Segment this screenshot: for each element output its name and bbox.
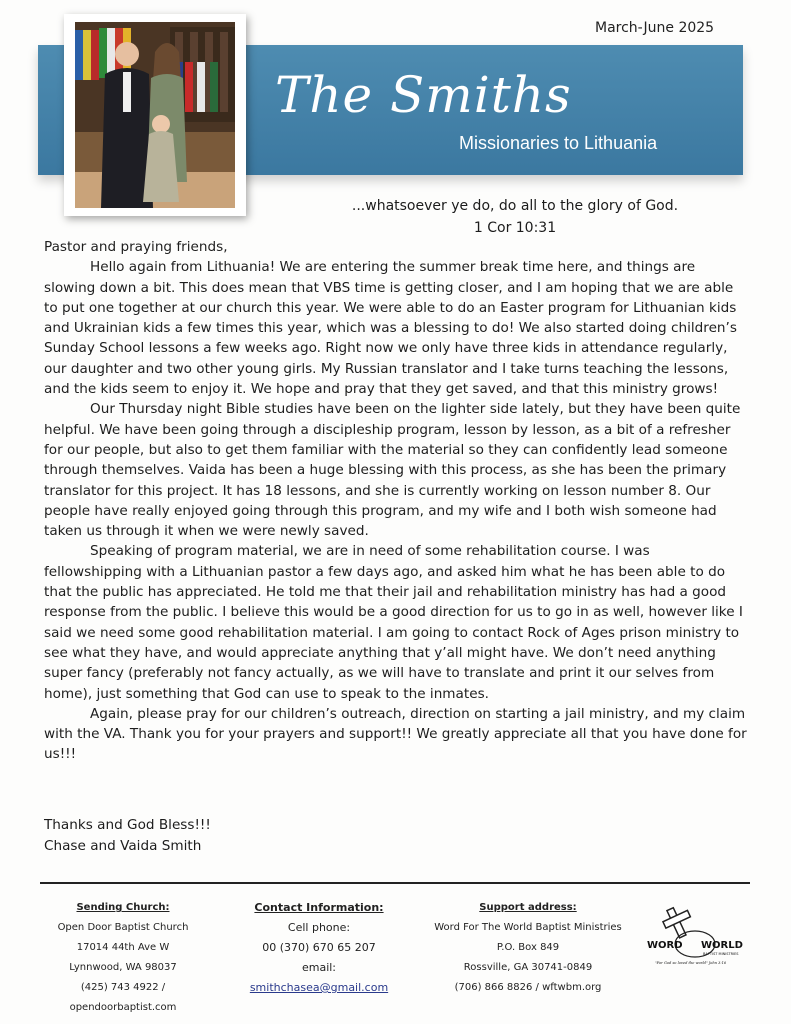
svg-text:BAPTIST MINISTRIES: BAPTIST MINISTRIES (703, 952, 739, 956)
sending-church-heading: Sending Church: (76, 902, 170, 913)
contact-heading: Contact Information: (254, 901, 384, 914)
letter-paragraph: Hello again from Lithuania! We are entering the summer break time here, and things are slowing down a bit. This does mean that VBS time is getting closer, and I am hoping that we are able to put one together at our church this year. We were able to do an Easter program for Lithuanian kids and Ukrainian kids a few times this year, which was a blessing to do! We also started doing children’s Sunday School lessons a few weeks ago. Right now we only have three kids in attendance regularly, our daughter and two other young girls. My Russian translator and I take turns teaching the lessons, and the kids seem to enjoy it. We hope and pray that they get saved, and that this ministry grows! (44, 259, 737, 398)
signature: Chase and Vaida Smith (44, 837, 202, 854)
contact-information (248, 898, 390, 998)
support-heading: Support address: (479, 902, 577, 913)
support-line: (706) 866 8826 / wftwbm.org (454, 982, 602, 993)
closing-line: Thanks and God Bless!!! (44, 817, 211, 833)
verse-reference: 1 Cor 10:31 (473, 220, 557, 236)
email-label: email: (301, 961, 337, 974)
email-link[interactable]: smithchasea@gmail.com (249, 981, 389, 994)
newsletter-date: March-June 2025 (595, 20, 715, 36)
support-line: Rossville, GA 30741-0849 (463, 962, 593, 973)
letter-greeting: Pastor and praying friends, (44, 239, 228, 255)
phone-label: Cell phone: (287, 921, 351, 934)
sending-church-line: Open Door Baptist Church (57, 922, 189, 933)
newsletter-subtitle: Missionaries to Lithuania (459, 133, 658, 153)
svg-text:WORLD: WORLD (701, 940, 743, 951)
scripture-verse (330, 195, 700, 239)
letter-paragraph: Again, please pray for our children’s outreach, direction on starting a jail ministry, and my claim with the VA. Thank you for your prayers and support!! We greatly appreciate all that you have done for us!!! (44, 705, 747, 763)
sending-church-line: 17014 44th Ave W (76, 942, 170, 953)
newsletter-title: The Smiths (275, 66, 572, 124)
letter-paragraph: Our Thursday night Bible studies have been on the lighter side lately, but they have been quite helpful. We have been going through a discipleship program, lesson by lesson, as a bit of a refresher for our people, but also to get them familiar with the material so they can confidently lead someone through themselves. Vaida has been a huge blessing with this process, as she has been the primary translator for this project. It has 18 lessons, and she is currently working on lesson number 8. Our people have really enjoyed going through this program, and my wife and I both wish someone had taken us through it when we were newly saved. (44, 401, 741, 540)
support-address (430, 898, 626, 998)
letter-paragraph: Speaking of program material, we are in need of some rehabilitation course. I was fellowshipping with a Lithuanian pastor a few days ago, and asked him what he has been able to do that the public has appreciated. He told me that their jail and rehabilitation ministry has had a good response from the public. I believe this would be a good direction for us to go in as well, however like I said we need some good rehabilitation material. I am going to contact Rock of Ages prison ministry to see what they have, and would appreciate anything that y’all might have. We don’t need anything super fancy (preferably not fancy actually, as we will have to translate and print it our selves from home), just something that God can use to speak to the inmates. (44, 543, 743, 702)
phone-number: 00 (370) 670 65 207 (262, 941, 376, 954)
support-line: P.O. Box 849 (496, 942, 560, 953)
sending-church-line: opendoorbaptist.com (69, 1002, 177, 1013)
svg-text:"For God so loved the world" J: "For God so loved the world" John 3:16 (655, 961, 727, 965)
sending-church (48, 898, 198, 1018)
sending-church-line: Lynnwood, WA 98037 (69, 962, 177, 973)
letter-closing (44, 815, 211, 856)
family-photo-image (75, 22, 235, 208)
footer-divider (40, 882, 750, 884)
svg-text:WORD: WORD (647, 940, 683, 951)
letter-body (44, 237, 749, 765)
family-photo (64, 14, 246, 216)
verse-text: ...whatsoever ye do, do all to the glory of God. (351, 198, 679, 214)
word-for-the-world-logo (643, 906, 743, 972)
support-line: Word For The World Baptist Ministries (434, 922, 622, 933)
sending-church-line: (425) 743 4922 / (80, 982, 166, 993)
